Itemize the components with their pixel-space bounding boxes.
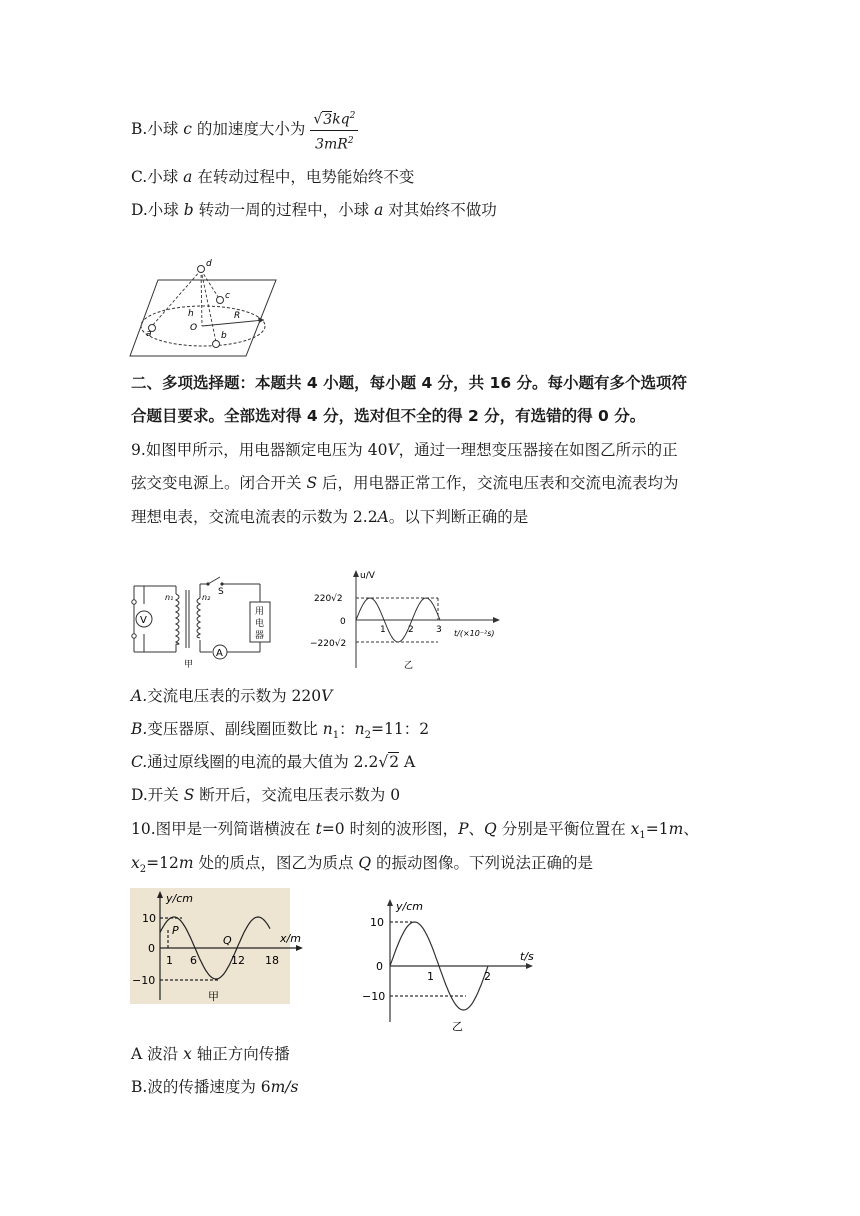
ammeter-label: A (216, 648, 223, 659)
section2-heading-line2: 合题目要求。全部选对得 4 分，选对但不全的得 2 分，有选错的得 0 分。 (131, 407, 646, 425)
q8-label-c: c (225, 291, 230, 301)
q10a-x-tick-18: 18 (265, 954, 279, 967)
section2-heading-line1: 二、多项选择题：本题共 4 小题，每小题 4 分，共 16 分。每小题有多个选项符 (131, 374, 688, 392)
q9-x-tick-3: 3 (436, 625, 442, 635)
q8-label-h: h (188, 309, 194, 319)
q9-stem-line2: 弦交变电源上。闭合开关 S 后，用电器正常工作，交流电压表和交流电流表均为 (131, 474, 679, 492)
q9-stem-line1: 9.如图甲所示，用电器额定电压为 40V，通过一理想变压器接在如图乙所示的正 (131, 441, 678, 459)
q10-option-a: A 波沿 x 轴正方向传播 (131, 1045, 290, 1063)
q9-x-tick-2: 2 (408, 625, 414, 635)
q10a-y-top: 10 (142, 912, 156, 925)
q10a-point-P: P (172, 924, 179, 937)
q9-transformer-circuit (128, 572, 273, 670)
q9-option-c: C.通过原线圈的电流的最大值为 2.2√2 A (131, 753, 416, 771)
q10-stem-line2: $x_2=12m$ 处的质点，图乙为质点 Q 的振动图像。下列说法正确的是 (131, 854, 594, 876)
device-label-1: 用 (255, 607, 265, 617)
q10b-x-axis-label: t/s (520, 950, 534, 963)
q9-stem-line3: 理想电表，交流电流表的示数为 2.2A。以下判断正确的是 (131, 508, 529, 526)
voltmeter-label: V (140, 615, 147, 626)
q8-option-c: C.小球 a 在转动过程中，电势能始终不变 (131, 168, 415, 186)
q10a-point-Q: Q (223, 934, 232, 947)
q9-y-axis-label: u/V (360, 571, 375, 581)
n2-label: n₂ (202, 593, 211, 602)
q9-y-top: 220√2 (314, 594, 343, 604)
device-label-2: 电 (255, 619, 265, 629)
q8-label-b: b (221, 331, 227, 341)
q8-option-d: D.小球 b 转动一周的过程中，小球 a 对其始终不做功 (131, 201, 497, 219)
q10b-y-top: 10 (370, 916, 384, 929)
q10b-y-zero: 0 (376, 960, 383, 973)
q10a-x-tick-6: 6 (190, 954, 197, 967)
q10-vibration-graph (356, 896, 546, 1036)
q10a-x-tick-12: 12 (231, 954, 245, 967)
q10b-y-axis-label: y/cm (396, 900, 423, 913)
q8-label-R: R (234, 311, 241, 321)
q9-option-d: D.开关 S 断开后，交流电压表示数为 0 (131, 786, 401, 804)
q9-y-bottom: −220√2 (310, 639, 347, 649)
q8-cone-figure (128, 258, 278, 360)
q9-voltage-graph (308, 568, 508, 674)
q9-x-tick-1: 1 (380, 625, 386, 635)
q9-y-zero: 0 (340, 617, 346, 627)
q9-option-a: A.交流电压表的示数为 220V (131, 687, 333, 705)
q8-label-d: d (206, 259, 212, 269)
n1-label: n₁ (165, 593, 174, 602)
q10a-y-zero: 0 (148, 942, 155, 955)
q8-option-b: B.小球 c 的加速度大小为 $\frac{√3kq^2}{3mR^2}$ (131, 106, 358, 154)
device-label-3: 器 (255, 631, 265, 641)
q10b-y-bottom: −10 (362, 990, 386, 1003)
switch-label: S (218, 587, 224, 597)
q8-option-b-fraction: $\frac{√3kq^2}{3mR^2}$ (310, 106, 358, 154)
q9-option-b: B.变压器原、副线圈匝数比 $n_1$：$n_2=11$：2 (131, 720, 430, 742)
q10b-x-tick-2: 2 (484, 970, 491, 983)
q10-caption-jia: 甲 (208, 990, 219, 1003)
q9-caption-yi: 乙 (404, 661, 414, 671)
q10b-x-tick-1: 1 (427, 970, 434, 983)
q10a-y-bottom: −10 (132, 974, 156, 987)
q8-label-a: a (146, 329, 152, 339)
q8-label-O: O (190, 323, 198, 333)
q10-option-b: B.波的传播速度为 6m/s (131, 1078, 299, 1096)
q9-caption-jia: 甲 (184, 660, 194, 670)
q10-caption-yi: 乙 (452, 1020, 463, 1033)
q10a-y-axis-label: y/cm (166, 892, 193, 905)
q9-x-axis-label: t/(×10⁻²s) (454, 629, 495, 638)
q10a-x-axis-label: x/m (280, 932, 301, 945)
q10-stem-line1: 10.图甲是一列简谐横波在 t=0 时刻的波形图，P、Q 分别是平衡位置在 $x_1=1m$、 (131, 820, 699, 842)
q10a-x-tick-1: 1 (166, 954, 173, 967)
